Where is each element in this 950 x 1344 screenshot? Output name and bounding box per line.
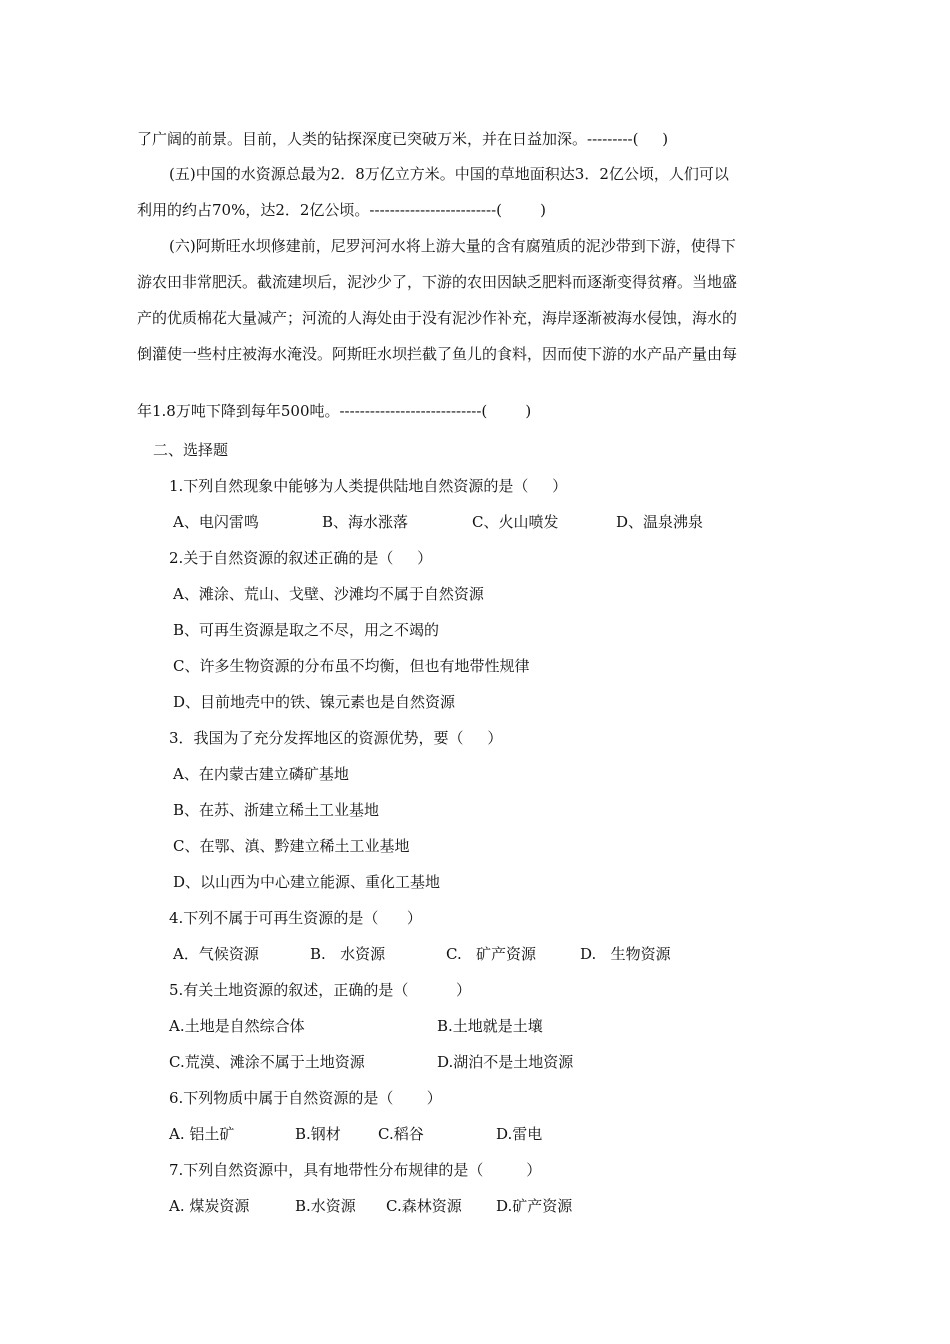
- question-2-option-a: A、滩涂、荒山、戈壁、沙滩均不属于自然资源: [173, 585, 484, 603]
- question-7-option-a: A. 煤炭资源: [169, 1197, 250, 1215]
- question-1-stem: 1.下列自然现象中能够为人类提供陆地自然资源的是（ ）: [169, 477, 568, 495]
- question-4-option-d: D. 生物资源: [580, 945, 671, 963]
- question-1-option-b: B、海水涨落: [322, 513, 409, 531]
- question-2-option-c: C、许多生物资源的分布虽不均衡，但也有地带性规律: [173, 657, 530, 675]
- paragraph-4-tail: 了广阔的前景。目前，人类的钻探深度已突破万米，并在日益加深。---------( ): [137, 130, 669, 148]
- question-4-option-b: B. 水资源: [310, 945, 386, 963]
- paragraph-5-line-1: (五)中国的水资源总最为2．8万亿立方米。中国的草地面积达3．2亿公顷，人们可以: [169, 165, 729, 183]
- paragraph-6-line-1: (六)阿斯旺水坝修建前，尼罗河河水将上游大量的含有腐殖质的泥沙带到下游，使得下: [169, 237, 736, 255]
- question-1-option-d: D、温泉沸泉: [616, 513, 704, 531]
- question-7-option-b: B.水资源: [295, 1197, 356, 1215]
- question-4-option-a: A．气候资源: [173, 945, 259, 963]
- paragraph-6-line-3: 产的优质棉花大量减产；河流的人海处由于没有泥沙作补充，海岸逐渐被海水侵蚀，海水的: [137, 309, 738, 327]
- question-6-option-d: D.雷电: [496, 1125, 543, 1143]
- question-3-option-d: D、以山西为中心建立能源、重化工基地: [173, 873, 441, 891]
- question-3-option-c: C、在鄂、滇、黔建立稀土工业基地: [173, 837, 410, 855]
- question-5-option-d: D.湖泊不是土地资源: [437, 1053, 574, 1071]
- question-4-stem: 4.下列不属于可再生资源的是（ ）: [169, 909, 422, 927]
- question-3-option-a: A、在内蒙古建立磷矿基地: [173, 765, 349, 783]
- question-6-option-b: B.钢材: [295, 1125, 341, 1143]
- question-1-option-c: C、火山喷发: [472, 513, 559, 531]
- question-4-option-c: C. 矿产资源: [446, 945, 537, 963]
- question-2-option-d: D、目前地壳中的铁、镍元素也是自然资源: [173, 693, 456, 711]
- question-5-stem: 5.有关土地资源的叙述，正确的是（ ）: [169, 981, 471, 999]
- question-3-stem: 3．我国为了充分发挥地区的资源优势，要（ ）: [169, 729, 503, 747]
- question-7-option-d: D.矿产资源: [496, 1197, 573, 1215]
- question-7-stem: 7.下列自然资源中，具有地带性分布规律的是（ ）: [169, 1161, 542, 1179]
- question-5-option-c: C.荒漠、滩涂不属于土地资源: [169, 1053, 365, 1071]
- question-6-option-c: C.稻谷: [378, 1125, 424, 1143]
- question-2-stem: 2.关于自然资源的叙述正确的是（ ）: [169, 549, 433, 567]
- paragraph-5-line-2: 利用的约占70%，达2．2亿公顷。-------------------------( ): [137, 201, 546, 219]
- section-title: 二、选择题: [153, 441, 229, 459]
- question-7-option-c: C.森林资源: [386, 1197, 462, 1215]
- question-6-option-a: A. 铝土矿: [169, 1125, 235, 1143]
- question-1-option-a: A、电闪雷鸣: [173, 513, 259, 531]
- question-2-option-b: B、可再生资源是取之不尽，用之不竭的: [173, 621, 440, 639]
- question-6-stem: 6.下列物质中属于自然资源的是（ ）: [169, 1089, 442, 1107]
- question-3-option-b: B、在苏、浙建立稀土工业基地: [173, 801, 380, 819]
- question-5-option-b: B.土地就是土壤: [437, 1017, 543, 1035]
- paragraph-6-line-4: 倒灌使一些村庄被海水淹没。阿斯旺水坝拦截了鱼儿的食料，因而使下游的水产品产量由每: [137, 345, 738, 363]
- paragraph-6-line-5: 年1.8万吨下降到每年500吨。----------------------------( ): [137, 402, 532, 420]
- question-5-option-a: A.土地是自然综合体: [169, 1017, 305, 1035]
- paragraph-6-line-2: 游农田非常肥沃。截流建坝后，泥沙少了，下游的农田因缺乏肥料而逐渐变得贫瘠。当地盛: [137, 273, 738, 291]
